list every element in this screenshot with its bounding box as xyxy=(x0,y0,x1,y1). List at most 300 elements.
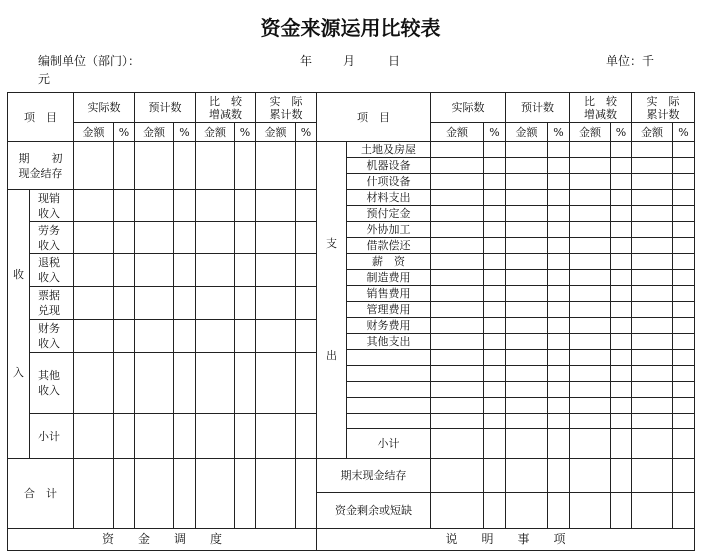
income-item: 劳务 收入 xyxy=(30,222,74,254)
value-cell[interactable] xyxy=(506,382,548,398)
header-actual: 实际数 xyxy=(74,93,135,123)
value-cell[interactable] xyxy=(74,222,114,254)
value-cell[interactable] xyxy=(196,222,235,254)
value-cell[interactable] xyxy=(632,238,673,254)
value-cell[interactable] xyxy=(484,414,506,429)
value-cell[interactable] xyxy=(673,190,695,206)
value-cell[interactable] xyxy=(484,286,506,302)
value-cell[interactable] xyxy=(632,174,673,190)
value-cell[interactable] xyxy=(431,459,484,493)
footer-fund-allocation: 资 金 调 度 xyxy=(8,529,317,551)
value-cell[interactable] xyxy=(632,334,673,350)
value-cell[interactable] xyxy=(484,366,506,382)
value-cell[interactable] xyxy=(611,254,632,270)
value-cell[interactable] xyxy=(196,353,235,414)
value-cell[interactable] xyxy=(235,320,256,353)
value-cell[interactable] xyxy=(506,302,548,318)
value-cell[interactable] xyxy=(484,350,506,366)
value-cell[interactable] xyxy=(256,222,296,254)
value-cell[interactable] xyxy=(673,238,695,254)
value-cell[interactable] xyxy=(632,350,673,366)
value-cell[interactable] xyxy=(114,353,135,414)
value-cell[interactable] xyxy=(506,190,548,206)
value-cell[interactable] xyxy=(431,318,484,334)
value-cell[interactable] xyxy=(431,270,484,286)
value-cell[interactable] xyxy=(673,254,695,270)
header-amount: 金额 xyxy=(74,123,114,142)
value-cell[interactable] xyxy=(256,414,296,459)
value-cell[interactable] xyxy=(673,142,695,158)
value-cell[interactable] xyxy=(570,142,611,158)
value-cell[interactable] xyxy=(673,350,695,366)
expense-subtotal: 小计 xyxy=(347,429,431,459)
income-item: 退税 收入 xyxy=(30,254,74,287)
value-cell[interactable] xyxy=(570,270,611,286)
value-cell[interactable] xyxy=(673,459,695,493)
value-cell[interactable] xyxy=(673,429,695,459)
day-label: 日 xyxy=(388,54,401,68)
value-cell[interactable] xyxy=(506,459,548,493)
value-cell[interactable] xyxy=(431,366,484,382)
value-cell[interactable] xyxy=(611,222,632,238)
value-cell[interactable] xyxy=(506,429,548,459)
value-cell[interactable] xyxy=(611,142,632,158)
row-surplus: 资金剩余或短缺 xyxy=(317,493,431,529)
value-cell[interactable] xyxy=(484,254,506,270)
value-cell[interactable] xyxy=(431,254,484,270)
value-cell[interactable] xyxy=(235,459,256,529)
value-cell[interactable] xyxy=(506,366,548,382)
group-label: 收 入 xyxy=(8,190,30,459)
value-cell[interactable] xyxy=(611,382,632,398)
expense-item: 财务费用 xyxy=(347,318,431,334)
value-cell[interactable] xyxy=(570,318,611,334)
value-cell[interactable] xyxy=(484,270,506,286)
value-cell[interactable] xyxy=(673,270,695,286)
value-cell[interactable] xyxy=(611,334,632,350)
value-cell[interactable] xyxy=(135,459,174,529)
value-cell[interactable] xyxy=(548,414,570,429)
value-cell[interactable] xyxy=(114,320,135,353)
value-cell[interactable] xyxy=(611,398,632,414)
value-cell[interactable] xyxy=(114,190,135,222)
value-cell[interactable] xyxy=(74,142,114,190)
page-title: 资金来源运用比较表 xyxy=(260,16,441,40)
value-cell[interactable] xyxy=(611,302,632,318)
value-cell[interactable] xyxy=(431,190,484,206)
value-cell[interactable] xyxy=(174,222,196,254)
value-cell[interactable] xyxy=(570,350,611,366)
value-cell[interactable] xyxy=(506,174,548,190)
value-cell[interactable] xyxy=(256,254,296,287)
value-cell[interactable] xyxy=(296,320,317,353)
value-cell[interactable] xyxy=(296,142,317,190)
expense-item: 薪 资 xyxy=(347,254,431,270)
value-cell[interactable] xyxy=(548,459,570,493)
expense-item xyxy=(347,366,431,382)
value-cell[interactable] xyxy=(673,334,695,350)
header-percent: % xyxy=(296,123,317,142)
value-cell[interactable] xyxy=(632,382,673,398)
value-cell[interactable] xyxy=(632,190,673,206)
value-cell[interactable] xyxy=(74,414,114,459)
header-amount: 金额 xyxy=(431,123,484,142)
header-cumulative: 实 际 累计数 xyxy=(632,93,695,123)
header-compare: 比 较 增减数 xyxy=(570,93,632,123)
value-cell[interactable] xyxy=(484,493,506,529)
value-cell[interactable] xyxy=(135,287,174,320)
value-cell[interactable] xyxy=(548,382,570,398)
value-cell[interactable] xyxy=(484,222,506,238)
value-cell[interactable] xyxy=(235,142,256,190)
value-cell[interactable] xyxy=(611,493,632,529)
value-cell[interactable] xyxy=(673,366,695,382)
value-cell[interactable] xyxy=(548,398,570,414)
currency-unit: 单位：千 xyxy=(606,54,655,68)
expense-item xyxy=(347,382,431,398)
value-cell[interactable] xyxy=(256,320,296,353)
value-cell[interactable] xyxy=(235,254,256,287)
value-cell[interactable] xyxy=(114,414,135,459)
year-label: 年 xyxy=(300,54,313,68)
value-cell[interactable] xyxy=(484,206,506,222)
expense-item: 其他支出 xyxy=(347,334,431,350)
footer-notes: 说 明 事 项 xyxy=(317,529,695,551)
value-cell[interactable] xyxy=(611,459,632,493)
value-cell[interactable] xyxy=(611,414,632,429)
value-cell[interactable] xyxy=(570,254,611,270)
value-cell[interactable] xyxy=(611,238,632,254)
value-cell[interactable] xyxy=(506,350,548,366)
value-cell[interactable] xyxy=(632,459,673,493)
value-cell[interactable] xyxy=(673,158,695,174)
value-cell[interactable] xyxy=(74,459,114,529)
value-cell[interactable] xyxy=(506,318,548,334)
value-cell[interactable] xyxy=(632,429,673,459)
value-cell[interactable] xyxy=(570,366,611,382)
value-cell[interactable] xyxy=(431,398,484,414)
value-cell[interactable] xyxy=(484,174,506,190)
value-cell[interactable] xyxy=(484,302,506,318)
value-cell[interactable] xyxy=(296,190,317,222)
value-cell[interactable] xyxy=(174,142,196,190)
value-cell[interactable] xyxy=(135,254,174,287)
value-cell[interactable] xyxy=(570,222,611,238)
value-cell[interactable] xyxy=(196,320,235,353)
value-cell[interactable] xyxy=(548,238,570,254)
value-cell[interactable] xyxy=(196,190,235,222)
expense-item: 管理费用 xyxy=(347,302,431,318)
value-cell[interactable] xyxy=(548,334,570,350)
value-cell[interactable] xyxy=(74,287,114,320)
value-cell[interactable] xyxy=(484,398,506,414)
expense-table xyxy=(316,92,695,551)
value-cell[interactable] xyxy=(673,493,695,529)
income-item: 其他 收入 xyxy=(30,353,74,414)
value-cell[interactable] xyxy=(611,366,632,382)
expense-item: 材料支出 xyxy=(347,190,431,206)
value-cell[interactable] xyxy=(296,254,317,287)
row-total: 合 计 xyxy=(8,459,74,529)
value-cell[interactable] xyxy=(484,190,506,206)
value-cell[interactable] xyxy=(506,286,548,302)
value-cell[interactable] xyxy=(235,414,256,459)
value-cell[interactable] xyxy=(506,222,548,238)
group-label: 支 出 xyxy=(317,142,347,459)
value-cell[interactable] xyxy=(570,414,611,429)
value-cell[interactable] xyxy=(632,158,673,174)
value-cell[interactable] xyxy=(548,286,570,302)
value-cell[interactable] xyxy=(673,222,695,238)
value-cell[interactable] xyxy=(506,414,548,429)
value-cell[interactable] xyxy=(632,142,673,158)
expense-item: 借款偿还 xyxy=(347,238,431,254)
value-cell[interactable] xyxy=(484,382,506,398)
value-cell[interactable] xyxy=(548,254,570,270)
value-cell[interactable] xyxy=(256,142,296,190)
value-cell[interactable] xyxy=(632,493,673,529)
value-cell[interactable] xyxy=(570,206,611,222)
value-cell[interactable] xyxy=(196,142,235,190)
expense-item xyxy=(347,398,431,414)
value-cell[interactable] xyxy=(296,414,317,459)
value-cell[interactable] xyxy=(632,398,673,414)
value-cell[interactable] xyxy=(506,158,548,174)
value-cell[interactable] xyxy=(174,320,196,353)
value-cell[interactable] xyxy=(484,334,506,350)
value-cell[interactable] xyxy=(548,350,570,366)
value-cell[interactable] xyxy=(174,459,196,529)
value-cell[interactable] xyxy=(570,238,611,254)
income-item: 现销 收入 xyxy=(30,190,74,222)
value-cell[interactable] xyxy=(114,459,135,529)
value-cell[interactable] xyxy=(570,158,611,174)
value-cell[interactable] xyxy=(114,287,135,320)
value-cell[interactable] xyxy=(548,190,570,206)
value-cell[interactable] xyxy=(174,353,196,414)
value-cell[interactable] xyxy=(506,334,548,350)
value-cell[interactable] xyxy=(235,353,256,414)
value-cell[interactable] xyxy=(114,254,135,287)
value-cell[interactable] xyxy=(196,287,235,320)
value-cell[interactable] xyxy=(431,350,484,366)
value-cell[interactable] xyxy=(431,493,484,529)
value-cell[interactable] xyxy=(611,286,632,302)
value-cell[interactable] xyxy=(135,414,174,459)
value-cell[interactable] xyxy=(632,206,673,222)
value-cell[interactable] xyxy=(548,158,570,174)
header-cumulative: 实 际 累计数 xyxy=(256,93,317,123)
value-cell[interactable] xyxy=(256,287,296,320)
value-cell[interactable] xyxy=(632,366,673,382)
value-cell[interactable] xyxy=(611,270,632,286)
expense-item xyxy=(347,414,431,429)
value-cell[interactable] xyxy=(548,318,570,334)
value-cell[interactable] xyxy=(135,222,174,254)
value-cell[interactable] xyxy=(431,334,484,350)
value-cell[interactable] xyxy=(114,222,135,254)
value-cell[interactable] xyxy=(673,382,695,398)
header-actual: 实际数 xyxy=(431,93,506,123)
value-cell[interactable] xyxy=(431,206,484,222)
header-amount: 金额 xyxy=(506,123,548,142)
value-cell[interactable] xyxy=(506,254,548,270)
value-cell[interactable] xyxy=(174,190,196,222)
value-cell[interactable] xyxy=(673,414,695,429)
value-cell[interactable] xyxy=(74,254,114,287)
value-cell[interactable] xyxy=(632,318,673,334)
value-cell[interactable] xyxy=(632,414,673,429)
value-cell[interactable] xyxy=(431,382,484,398)
expense-item: 机器设备 xyxy=(347,158,431,174)
value-cell[interactable] xyxy=(632,270,673,286)
income-item: 小计 xyxy=(30,414,74,459)
value-cell[interactable] xyxy=(135,353,174,414)
value-cell[interactable] xyxy=(673,174,695,190)
expense-item: 销售费用 xyxy=(347,286,431,302)
value-cell[interactable] xyxy=(484,238,506,254)
value-cell[interactable] xyxy=(632,302,673,318)
value-cell[interactable] xyxy=(548,429,570,459)
value-cell[interactable] xyxy=(196,254,235,287)
value-cell[interactable] xyxy=(570,174,611,190)
value-cell[interactable] xyxy=(296,287,317,320)
value-cell[interactable] xyxy=(506,493,548,529)
value-cell[interactable] xyxy=(431,158,484,174)
income-item: 票据 兑现 xyxy=(30,287,74,320)
value-cell[interactable] xyxy=(74,320,114,353)
value-cell[interactable] xyxy=(135,190,174,222)
income-table xyxy=(7,92,317,551)
value-cell[interactable] xyxy=(570,398,611,414)
value-cell[interactable] xyxy=(174,414,196,459)
value-cell[interactable] xyxy=(174,287,196,320)
value-cell[interactable] xyxy=(611,318,632,334)
value-cell[interactable] xyxy=(506,206,548,222)
value-cell[interactable] xyxy=(431,286,484,302)
value-cell[interactable] xyxy=(431,174,484,190)
value-cell[interactable] xyxy=(673,206,695,222)
value-cell[interactable] xyxy=(611,190,632,206)
expense-item xyxy=(347,350,431,366)
header-percent: % xyxy=(484,123,506,142)
value-cell[interactable] xyxy=(611,206,632,222)
header-budget: 预计数 xyxy=(135,93,196,123)
value-cell[interactable] xyxy=(548,493,570,529)
value-cell[interactable] xyxy=(506,238,548,254)
header-percent: % xyxy=(673,123,695,142)
value-cell[interactable] xyxy=(196,414,235,459)
header-item: 项 目 xyxy=(8,93,74,142)
value-cell[interactable] xyxy=(235,287,256,320)
value-cell[interactable] xyxy=(548,366,570,382)
value-cell[interactable] xyxy=(548,302,570,318)
value-cell[interactable] xyxy=(506,398,548,414)
value-cell[interactable] xyxy=(611,429,632,459)
header-amount: 金额 xyxy=(570,123,611,142)
value-cell[interactable] xyxy=(256,353,296,414)
value-cell[interactable] xyxy=(611,350,632,366)
value-cell[interactable] xyxy=(431,302,484,318)
value-cell[interactable] xyxy=(74,353,114,414)
header-percent: % xyxy=(174,123,196,142)
header-percent: % xyxy=(548,123,570,142)
value-cell[interactable] xyxy=(431,142,484,158)
row-opening: 期 初 现金结存 xyxy=(8,142,74,190)
value-cell[interactable] xyxy=(673,302,695,318)
value-cell[interactable] xyxy=(431,414,484,429)
value-cell[interactable] xyxy=(174,254,196,287)
value-cell[interactable] xyxy=(570,382,611,398)
value-cell[interactable] xyxy=(296,353,317,414)
value-cell[interactable] xyxy=(570,493,611,529)
value-cell[interactable] xyxy=(431,222,484,238)
value-cell[interactable] xyxy=(296,222,317,254)
value-cell[interactable] xyxy=(235,222,256,254)
value-cell[interactable] xyxy=(506,142,548,158)
value-cell[interactable] xyxy=(673,398,695,414)
value-cell[interactable] xyxy=(632,222,673,238)
value-cell[interactable] xyxy=(570,286,611,302)
header-amount: 金额 xyxy=(135,123,174,142)
value-cell[interactable] xyxy=(296,459,317,529)
value-cell[interactable] xyxy=(196,459,235,529)
value-cell[interactable] xyxy=(632,254,673,270)
value-cell[interactable] xyxy=(548,174,570,190)
header-amount: 金额 xyxy=(256,123,296,142)
value-cell[interactable] xyxy=(74,190,114,222)
expense-item: 什项设备 xyxy=(347,174,431,190)
value-cell[interactable] xyxy=(570,459,611,493)
value-cell[interactable] xyxy=(484,318,506,334)
value-cell[interactable] xyxy=(235,190,256,222)
value-cell[interactable] xyxy=(548,206,570,222)
value-cell[interactable] xyxy=(256,459,296,529)
expense-item: 土地及房屋 xyxy=(347,142,431,158)
value-cell[interactable] xyxy=(135,320,174,353)
header-percent: % xyxy=(611,123,632,142)
value-cell[interactable] xyxy=(484,158,506,174)
value-cell[interactable] xyxy=(570,334,611,350)
value-cell[interactable] xyxy=(548,142,570,158)
value-cell[interactable] xyxy=(673,286,695,302)
value-cell[interactable] xyxy=(570,190,611,206)
header-amount: 金额 xyxy=(196,123,235,142)
header-item: 项 目 xyxy=(317,93,431,142)
value-cell[interactable] xyxy=(548,270,570,286)
value-cell[interactable] xyxy=(570,302,611,318)
value-cell[interactable] xyxy=(256,190,296,222)
expense-item: 制造费用 xyxy=(347,270,431,286)
value-cell[interactable] xyxy=(632,286,673,302)
header-percent: % xyxy=(114,123,135,142)
value-cell[interactable] xyxy=(673,318,695,334)
expense-item: 预付定金 xyxy=(347,206,431,222)
value-cell[interactable] xyxy=(431,238,484,254)
value-cell[interactable] xyxy=(135,142,174,190)
value-cell[interactable] xyxy=(431,429,484,459)
value-cell[interactable] xyxy=(611,174,632,190)
value-cell[interactable] xyxy=(114,142,135,190)
value-cell[interactable] xyxy=(484,429,506,459)
value-cell[interactable] xyxy=(570,429,611,459)
value-cell[interactable] xyxy=(611,158,632,174)
value-cell[interactable] xyxy=(506,270,548,286)
value-cell[interactable] xyxy=(484,142,506,158)
value-cell[interactable] xyxy=(484,459,506,493)
value-cell[interactable] xyxy=(548,222,570,238)
header-budget: 预计数 xyxy=(506,93,570,123)
